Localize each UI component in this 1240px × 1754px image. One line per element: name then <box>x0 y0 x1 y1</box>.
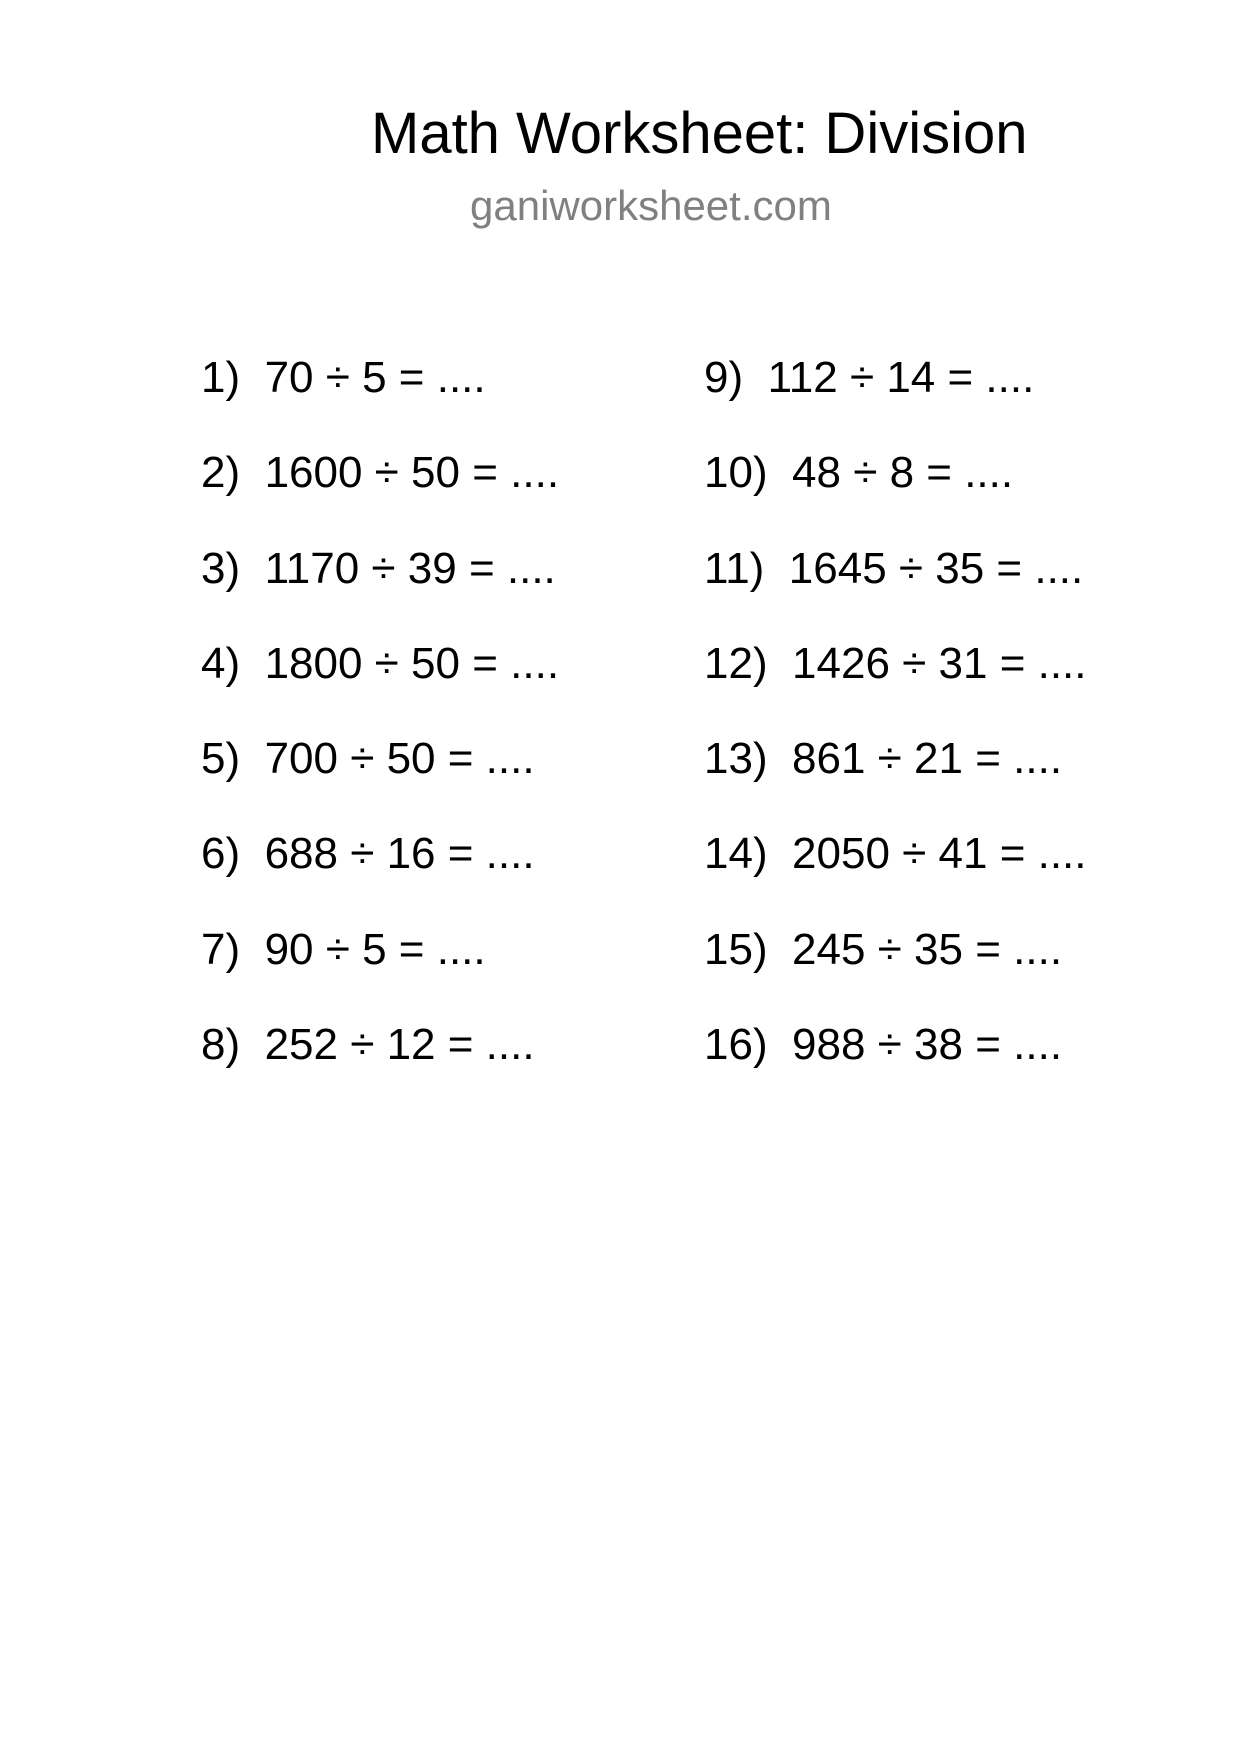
page-title: Math Worksheet: Division <box>371 101 1028 166</box>
problem-12: 12) 1426 ÷ 31 = .... <box>704 638 1087 688</box>
problem-14: 14) 2050 ÷ 41 = .... <box>704 829 1087 879</box>
problem-column-left <box>201 352 559 1114</box>
problem-9: 9) 112 ÷ 14 = .... <box>704 353 1035 402</box>
problem-16: 16) 988 ÷ 38 = .... <box>704 1020 1063 1070</box>
problem-15: 15) 245 ÷ 35 = .... <box>704 924 1063 974</box>
problem-column-right <box>704 352 1087 1114</box>
problem-3: 3) 1170 ÷ 39 = .... <box>201 543 556 593</box>
problem-2: 2) 1600 ÷ 50 = .... <box>201 448 560 498</box>
problem-13: 13) 861 ÷ 21 = .... <box>704 734 1063 784</box>
problem-11: 11) 1645 ÷ 35 = .... <box>704 543 1084 593</box>
site-url: ganiworksheet.com <box>470 182 832 229</box>
problem-4: 4) 1800 ÷ 50 = .... <box>201 638 560 688</box>
problem-1: 1) 70 ÷ 5 = .... <box>201 353 486 402</box>
problem-5: 5) 700 ÷ 50 = .... <box>201 734 535 784</box>
problem-8: 8) 252 ÷ 12 = .... <box>201 1020 535 1070</box>
problem-10: 10) 48 ÷ 8 = .... <box>704 448 1014 498</box>
problem-6: 6) 688 ÷ 16 = .... <box>201 829 535 879</box>
problem-7: 7) 90 ÷ 5 = .... <box>201 924 486 974</box>
